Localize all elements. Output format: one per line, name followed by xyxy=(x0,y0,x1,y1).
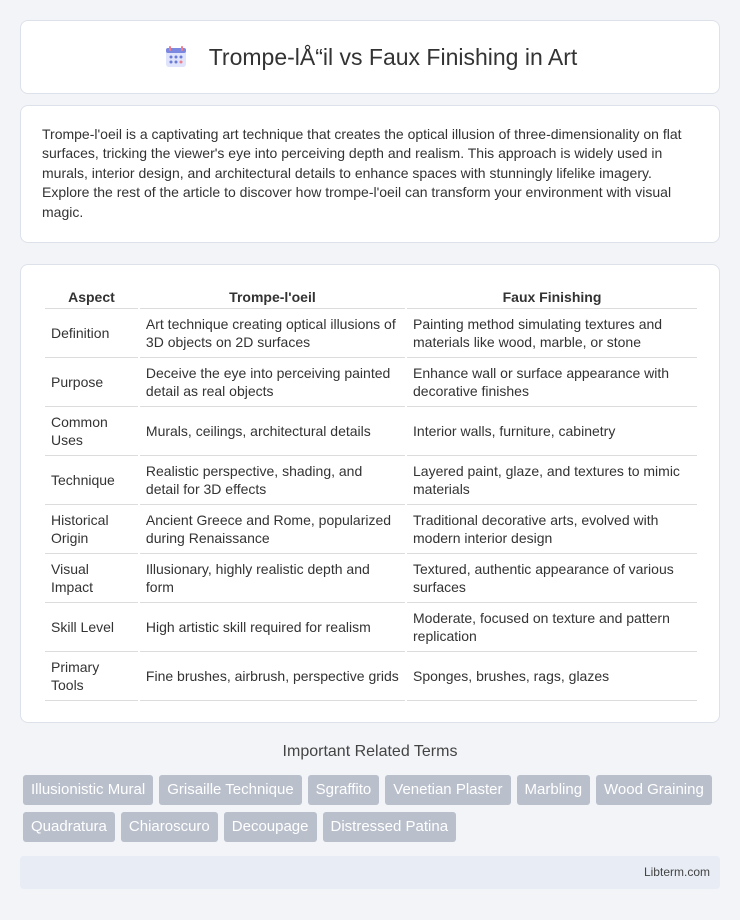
header-faux-finishing: Faux Finishing xyxy=(407,287,697,309)
footer-site-link[interactable]: Libterm.com xyxy=(643,865,710,879)
header-trompe-loeil: Trompe-l'oeil xyxy=(140,287,405,309)
row-aspect: Purpose xyxy=(45,358,138,407)
comparison-table xyxy=(43,287,699,701)
row-faux-finishing: Interior walls, furniture, cabinetry xyxy=(407,407,697,456)
row-aspect: Definition xyxy=(45,309,138,358)
row-aspect: Historical Origin xyxy=(45,505,138,554)
row-trompe-loeil: Deceive the eye into perceiving painted detail as real objects xyxy=(140,358,405,407)
row-faux-finishing: Layered paint, glaze, and textures to mimic materials xyxy=(407,456,697,505)
related-term-tag[interactable]: Marbling xyxy=(517,775,591,805)
comparison-table-card xyxy=(20,264,720,723)
table-row xyxy=(45,358,697,407)
calendar-grid-icon xyxy=(163,44,189,70)
related-term-tag[interactable]: Grisaille Technique xyxy=(159,775,301,805)
row-aspect: Primary Tools xyxy=(45,652,138,701)
header-aspect: Aspect xyxy=(45,287,138,309)
table-row xyxy=(45,505,697,554)
row-faux-finishing: Moderate, focused on texture and pattern replication xyxy=(407,603,697,652)
related-term-tag[interactable]: Sgraffito xyxy=(308,775,380,805)
row-faux-finishing: Textured, authentic appearance of various surfaces xyxy=(407,554,697,603)
table-row xyxy=(45,554,697,603)
row-aspect: Common Uses xyxy=(45,407,138,456)
related-term-tag[interactable]: Decoupage xyxy=(224,812,317,842)
related-terms-list xyxy=(23,775,723,842)
table-row xyxy=(45,652,697,701)
row-trompe-loeil: Illusionary, highly realistic depth and form xyxy=(140,554,405,603)
row-faux-finishing: Enhance wall or surface appearance with decorative finishes xyxy=(407,358,697,407)
row-trompe-loeil: Ancient Greece and Rome, popularized during Renaissance xyxy=(140,505,405,554)
title-card xyxy=(20,20,720,94)
table-header-row xyxy=(45,287,697,309)
row-faux-finishing: Sponges, brushes, rags, glazes xyxy=(407,652,697,701)
row-trompe-loeil: Fine brushes, airbrush, perspective grids xyxy=(140,652,405,701)
related-term-tag[interactable]: Venetian Plaster xyxy=(385,775,510,805)
row-faux-finishing: Traditional decorative arts, evolved with modern interior design xyxy=(407,505,697,554)
table-row xyxy=(45,309,697,358)
table-row xyxy=(45,603,697,652)
intro-paragraph: Trompe-l'oeil is a captivating art technique that creates the optical illusion of three-dimensionality on flat surfaces, tricking the viewer's eye into perceiving depth and realism. This approach is widely used in murals, interior design, and architectural details to enhance spaces with stunningly lifelike imagery. Explore the rest of the article to discover how trompe-l'oeil can transform your environment with visual magic. xyxy=(42,126,682,220)
related-term-tag[interactable]: Illusionistic Mural xyxy=(23,775,153,805)
related-terms-heading: Important Related Terms xyxy=(282,743,458,760)
row-aspect: Visual Impact xyxy=(45,554,138,603)
related-term-tag[interactable]: Distressed Patina xyxy=(323,812,457,842)
row-trompe-loeil: High artistic skill required for realism xyxy=(140,603,405,652)
row-aspect: Technique xyxy=(45,456,138,505)
related-term-tag[interactable]: Chiaroscuro xyxy=(121,812,218,842)
page-title: Trompe-lÅ“il vs Faux Finishing in Art xyxy=(208,43,578,70)
table-row xyxy=(45,407,697,456)
intro-card xyxy=(20,105,720,243)
row-trompe-loeil: Murals, ceilings, architectural details xyxy=(140,407,405,456)
related-term-tag[interactable]: Wood Graining xyxy=(596,775,712,805)
related-term-tag[interactable]: Quadratura xyxy=(23,812,115,842)
footer xyxy=(20,856,720,889)
row-faux-finishing: Painting method simulating textures and materials like wood, marble, or stone xyxy=(407,309,697,358)
row-trompe-loeil: Realistic perspective, shading, and detail for 3D effects xyxy=(140,456,405,505)
row-aspect: Skill Level xyxy=(45,603,138,652)
table-row xyxy=(45,456,697,505)
row-trompe-loeil: Art technique creating optical illusions of 3D objects on 2D surfaces xyxy=(140,309,405,358)
